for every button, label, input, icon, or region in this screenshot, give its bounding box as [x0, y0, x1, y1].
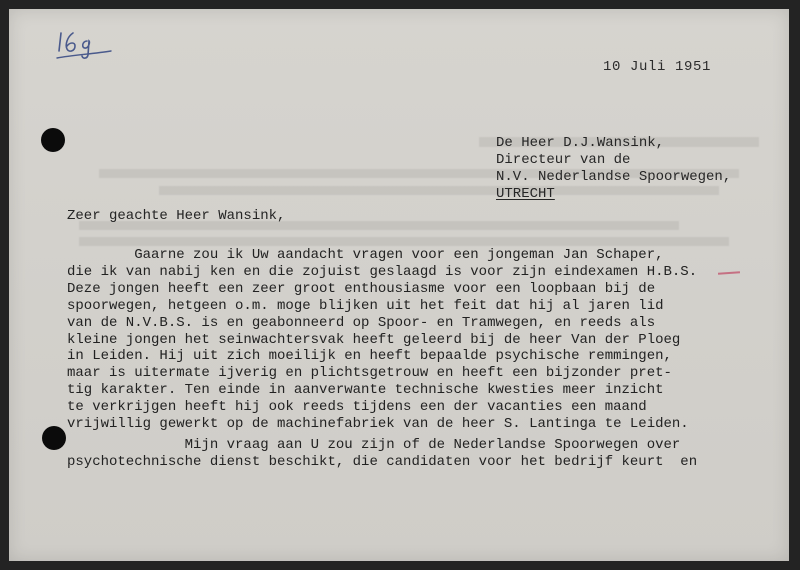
punch-hole: [41, 128, 65, 152]
text-line: in Leiden. Hij uit zich moeilijk en heeft bepaalde psychische remmingen,: [67, 348, 672, 365]
recipient-title: Directeur van de: [496, 152, 631, 168]
salutation: Zeer geachte Heer Wansink,: [67, 208, 286, 224]
text-line: vrijwillig gewerkt op de machinefabriek van de heer S. Lantinga te Leiden.: [67, 416, 689, 433]
text-line: die ik van nabij ken en die zojuist geslaagd is voor zijn eindexamen H.B.S.: [67, 263, 698, 280]
text-line: Deze jongen heeft een zeer groot enthousiasme voor een loopbaan bij de: [67, 280, 656, 297]
text-line: spoorwegen, hetgeen o.m. moge blijken uit het feit dat hij al jaren lid: [67, 297, 664, 314]
handwritten-note: [53, 27, 115, 61]
text-line: te verkrijgen heeft hij ook reeds tijdens een der vacanties een maand: [67, 399, 647, 416]
punch-hole: [42, 426, 66, 450]
text-line: maar is uitermate ijverig en plichtsgetrouw en heeft een bijzonder pret-: [67, 365, 672, 382]
text-line: psychotechnische dienst beschikt, die candidaten voor het bedrijf keurt en: [67, 453, 698, 470]
text-line: Mijn vraag aan U zou zijn of de Nederlandse Spoorwegen over: [67, 437, 681, 453]
text-line: kleine jongen het seinwachtersvak heeft geleerd bij de heer Van der Ploeg: [67, 331, 681, 348]
handwritten-mark-icon: [53, 27, 115, 61]
text-line: tig karakter. Ten einde in aanverwante technische kwesties meer inzicht: [67, 382, 664, 399]
recipient-address: [496, 135, 731, 203]
recipient-city: UTRECHT: [496, 186, 555, 202]
text-line: Gaarne zou ik Uw aandacht vragen voor een jongeman Jan Schaper,: [67, 247, 664, 263]
recipient-company: N.V. Nederlandse Spoorwegen,: [496, 169, 732, 185]
paragraph-1: [67, 247, 787, 433]
text-line: van de N.V.B.S. is en geabonneerd op Spoor- en Tramwegen, en reeds als: [67, 314, 656, 331]
recipient-name: De Heer D.J.Wansink,: [496, 135, 665, 151]
show-through-stain: [79, 237, 729, 246]
letter-page: [9, 9, 789, 561]
letter-date: 10 Juli 1951: [603, 59, 712, 75]
paragraph-2: [67, 437, 787, 471]
